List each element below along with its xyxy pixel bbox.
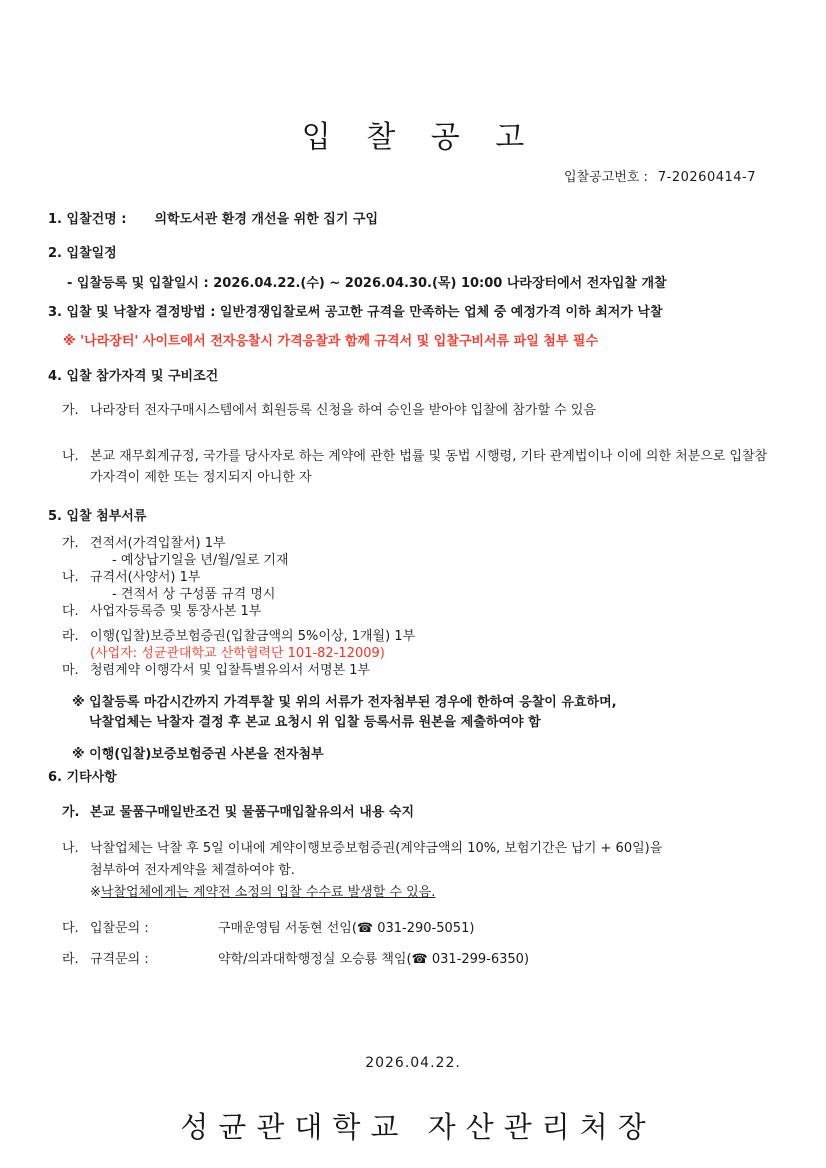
section-5-item-ra-sub xyxy=(62,645,772,662)
item-sub-text: - 예상납기일을 년/월/일로 기재 xyxy=(112,553,289,568)
item-text: 사업자등록증 및 통장사본 1부 xyxy=(90,604,262,619)
section-5-items xyxy=(0,535,826,679)
section-1-label: 1. 입찰건명 : xyxy=(48,212,127,227)
fee-note-underlined: 낙찰업체에게는 계약전 소정의 입찰 수수료 발생할 수 있음. xyxy=(100,885,436,900)
section-6-item-ra-spec-contact xyxy=(62,951,772,969)
section-5-item-ra xyxy=(62,628,772,645)
section-5-note-2: ※ 이행(입찰)보증보험증권 사본을 전자첨부 xyxy=(72,747,324,762)
item-text: 청렴계약 이행각서 및 입찰특별유의서 서명본 1부 xyxy=(90,663,371,678)
item-text: 본교 재무회계규정, 국가를 당사자로 하는 계약에 관한 법률 및 동법 시행령, 기타 관계법이나 이에 의한 처분으로 입찰참가자격이 제한 또는 정지되지 아니한 자 xyxy=(90,449,768,485)
section-5-item-da xyxy=(62,603,772,620)
item-label: 나. xyxy=(62,570,79,585)
section-5-item-na-sub xyxy=(62,586,772,603)
section-4-heading: 4. 입찰 참가자격 및 구비조건 xyxy=(48,369,219,384)
note-line-1: ※ 입찰등록 마감시간까지 가격투찰 및 위의 서류가 전자첨부된 경우에 한하여 응찰이 유효하며, xyxy=(72,695,617,710)
section-5-item-na xyxy=(62,569,772,586)
section-2-heading: 2. 입찰일정 xyxy=(48,246,117,261)
section-1-value: 의학도서관 환경 개선을 위한 집기 구입 xyxy=(154,212,379,227)
item-text: 규격서(사양서) 1부 xyxy=(90,570,201,585)
section-4-item-na xyxy=(62,446,772,488)
section-4-item-ga xyxy=(62,402,772,420)
section-6-heading: 6. 기타사항 xyxy=(48,770,117,785)
item-label: 가. xyxy=(62,536,79,551)
item-text: 나라장터 전자구매시스템에서 회원등록 신청을 하여 승인을 받아야 입찰에 참가할 수 있음 xyxy=(90,403,596,418)
section-2-schedule-line: - 입찰등록 및 입찰일시 : 2026.04.22.(수) ~ 2026.04.30.(목) 10:00 나라장터에서 전자입찰 개찰 xyxy=(67,276,667,291)
contact-title: 규격문의 : xyxy=(90,952,149,967)
notice-number xyxy=(0,166,826,185)
section-1-bid-name xyxy=(48,211,768,228)
item-text: 견적서(가격입찰서) 1부 xyxy=(90,536,226,551)
issuer-signature: 성균관대학교 자산관리처장 xyxy=(180,1110,656,1144)
section-6-item-na xyxy=(62,838,772,904)
contact-value: 약학/의과대학행정실 오승룡 책임(☎ 031-299-6350) xyxy=(218,952,530,967)
notice-number-label: 입찰공고번호 : xyxy=(564,170,648,185)
item-sub-text: - 견적서 상 구성품 규격 명시 xyxy=(112,587,276,602)
note-line-2: 낙찰업체는 낙찰자 결정 후 본교 요청시 위 입찰 등록서류 원본을 제출하여야 함 xyxy=(89,715,541,730)
item-label: 라. xyxy=(62,629,79,644)
item-label: 다. xyxy=(62,604,79,619)
section-5-heading: 5. 입찰 첨부서류 xyxy=(48,509,147,524)
section-5-item-ga-sub xyxy=(62,552,772,569)
contact-title: 입찰문의 : xyxy=(90,921,149,936)
item-label: 나. xyxy=(62,841,79,856)
section-5-item-ma xyxy=(62,662,772,679)
notice-number-value: 7-20260414-7 xyxy=(657,170,756,185)
section-5-note-1 xyxy=(72,693,772,733)
item-label: 가. xyxy=(62,403,79,418)
item-label: 가. xyxy=(62,805,80,820)
section-3-red-note: ※ '나라장터' 사이트에서 전자응찰시 가격응찰과 함께 규격서 및 입찰구비서류 파일 첨부 필수 xyxy=(63,334,599,349)
item-label: 라. xyxy=(62,952,79,967)
item-label: 다. xyxy=(62,921,79,936)
item-text: 이행(입찰)보증보험증권(입찰금액의 5%이상, 1개월) 1부 xyxy=(90,629,416,644)
page-title: 입 찰 공 고 xyxy=(301,120,538,155)
business-registration-red-text: (사업자: 성균관대학교 산학협력단 101-82-12009) xyxy=(90,646,385,661)
section-5-item-ga xyxy=(62,535,772,552)
announcement-date: 2026.04.22. xyxy=(365,1055,461,1071)
section-3-heading: 3. 입찰 및 낙찰자 결정방법 : 일반경쟁입찰로써 공고한 규격을 만족하는 업체 중 예정가격 이하 최저가 낙찰 xyxy=(48,305,663,320)
contract-line-1: 낙찰업체는 낙찰 후 5일 이내에 계약이행보증보험증권(계약금액의 10%, 보험기간은 납기 + 60일)을 xyxy=(90,841,663,856)
item-text: 본교 물품구매일반조건 및 물품구매입찰유의서 내용 숙지 xyxy=(90,805,415,820)
contract-line-2: 첨부하여 전자계약을 체결하여야 함. xyxy=(90,863,295,878)
section-6-item-da-bid-contact xyxy=(62,920,772,938)
item-label: 마. xyxy=(62,663,79,678)
fee-note xyxy=(90,882,772,904)
item-label: 나. xyxy=(62,449,79,464)
contact-value: 구매운영팀 서동현 선임(☎ 031-290-5051) xyxy=(218,921,475,936)
section-6-item-ga xyxy=(62,804,772,822)
note-mark: ※ xyxy=(90,885,101,900)
